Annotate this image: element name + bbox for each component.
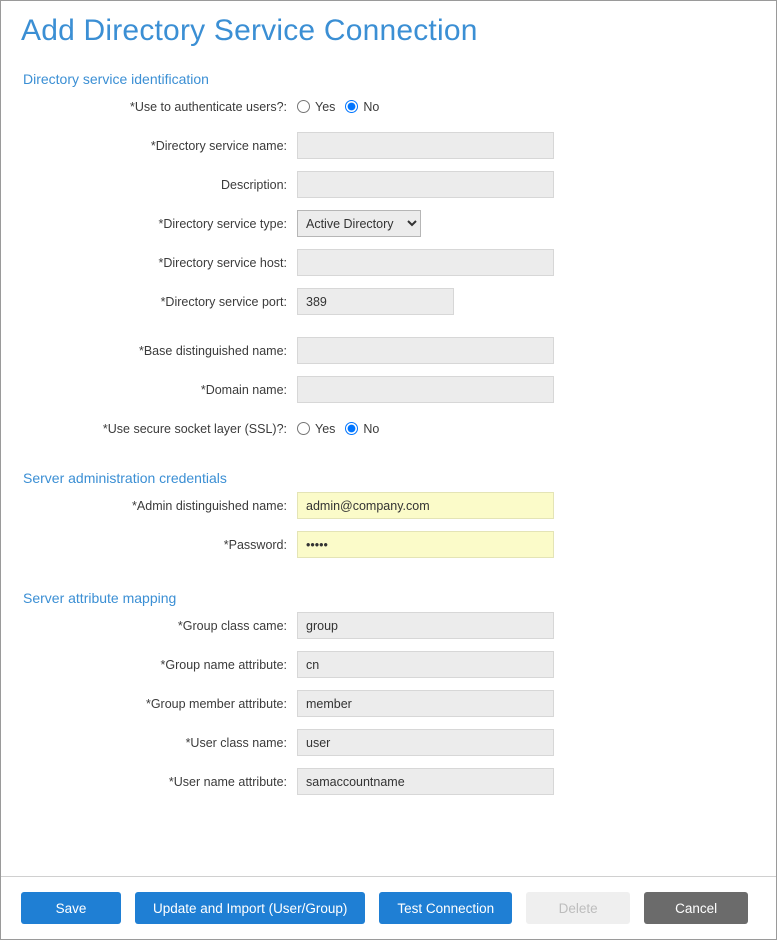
input-directory-service-name[interactable]: [297, 132, 554, 159]
radio-option-ssl-yes[interactable]: [297, 422, 335, 436]
label-directory-service-port: *Directory service port:: [160, 294, 287, 309]
row-group-class-name: [1, 610, 776, 641]
row-group-name-attribute: [1, 649, 776, 680]
section-title-mapping: Server attribute mapping: [23, 590, 177, 606]
update-and-import-button[interactable]: Update and Import (User/Group): [135, 892, 365, 924]
label-use-ssl: *Use secure socket layer (SSL)?:: [102, 421, 287, 436]
label-user-name-attribute: *User name attribute:: [168, 774, 287, 789]
credentials-fields: [1, 490, 776, 560]
label-directory-service-name: *Directory service name:: [150, 138, 287, 153]
row-directory-service-type: [1, 208, 776, 239]
row-domain-name: [1, 374, 776, 405]
label-base-distinguished-name: *Base distinguished name:: [138, 343, 287, 358]
input-user-class-name[interactable]: [297, 729, 554, 756]
field-group-member-attribute: [297, 690, 776, 717]
field-description: [297, 171, 776, 198]
field-directory-service-type: [297, 210, 776, 237]
field-group-name-attribute: [297, 651, 776, 678]
section-title-credentials: Server administration credentials: [23, 470, 227, 486]
input-user-name-attribute[interactable]: [297, 768, 554, 795]
radio-label-authenticate-no: No: [363, 99, 380, 114]
test-connection-button[interactable]: Test Connection: [379, 892, 512, 924]
label-user-class-name: *User class name:: [185, 735, 287, 750]
dialog-footer: [1, 876, 776, 939]
select-directory-service-type[interactable]: [297, 210, 421, 237]
page-title: Add Directory Service Connection: [21, 14, 478, 47]
radio-authenticate-no[interactable]: [345, 100, 358, 113]
label-description: Description:: [221, 177, 287, 192]
label-directory-service-type: *Directory service type:: [158, 216, 287, 231]
row-use-ssl: [1, 413, 776, 444]
field-password: [297, 531, 776, 558]
row-user-class-name: [1, 727, 776, 758]
input-group-name-attribute[interactable]: [297, 651, 554, 678]
save-button[interactable]: Save: [21, 892, 121, 924]
field-domain-name: [297, 376, 776, 403]
row-password: [1, 529, 776, 560]
row-directory-service-host: [1, 247, 776, 278]
row-admin-distinguished-name: [1, 490, 776, 521]
input-group-member-attribute[interactable]: [297, 690, 554, 717]
field-base-distinguished-name: [297, 337, 776, 364]
row-user-name-attribute: [1, 766, 776, 797]
radio-option-ssl-no[interactable]: [345, 422, 379, 436]
identification-fields: [1, 91, 776, 444]
input-admin-distinguished-name[interactable]: [297, 492, 554, 519]
radio-label-ssl-no: No: [363, 421, 380, 436]
input-directory-service-port[interactable]: [297, 288, 454, 315]
label-use-to-authenticate: *Use to authenticate users?:: [129, 99, 287, 114]
cancel-button[interactable]: Cancel: [644, 892, 748, 924]
input-description[interactable]: [297, 171, 554, 198]
row-directory-service-name: [1, 130, 776, 161]
radio-authenticate-yes[interactable]: [297, 100, 310, 113]
row-base-distinguished-name: [1, 335, 776, 366]
input-base-distinguished-name[interactable]: [297, 337, 554, 364]
label-group-class-name: *Group class came:: [177, 618, 287, 633]
mapping-fields: [1, 610, 776, 797]
radio-ssl-no[interactable]: [345, 422, 358, 435]
section-title-identification: Directory service identification: [23, 71, 209, 87]
row-directory-service-port: [1, 286, 776, 317]
field-user-name-attribute: [297, 768, 776, 795]
label-group-name-attribute: *Group name attribute:: [160, 657, 287, 672]
radio-option-authenticate-no[interactable]: [345, 100, 379, 114]
input-password[interactable]: [297, 531, 554, 558]
field-group-class-name: [297, 612, 776, 639]
label-password: *Password:: [223, 537, 287, 552]
field-directory-service-port: [297, 288, 776, 315]
input-directory-service-host[interactable]: [297, 249, 554, 276]
label-domain-name: *Domain name:: [200, 382, 287, 397]
radio-group-use-to-authenticate: [297, 93, 776, 120]
radio-label-ssl-yes: Yes: [315, 421, 336, 436]
row-use-to-authenticate: [1, 91, 776, 122]
label-group-member-attribute: *Group member attribute:: [145, 696, 287, 711]
radio-group-use-ssl: [297, 415, 776, 442]
field-directory-service-host: [297, 249, 776, 276]
field-admin-distinguished-name: [297, 492, 776, 519]
input-domain-name[interactable]: [297, 376, 554, 403]
field-use-ssl: [297, 415, 776, 442]
delete-button: Delete: [526, 892, 630, 924]
radio-label-authenticate-yes: Yes: [315, 99, 336, 114]
input-group-class-name[interactable]: [297, 612, 554, 639]
radio-option-authenticate-yes[interactable]: [297, 100, 335, 114]
radio-ssl-yes[interactable]: [297, 422, 310, 435]
field-directory-service-name: [297, 132, 776, 159]
row-description: [1, 169, 776, 200]
field-use-to-authenticate: [297, 93, 776, 120]
row-group-member-attribute: [1, 688, 776, 719]
field-user-class-name: [297, 729, 776, 756]
label-directory-service-host: *Directory service host:: [158, 255, 287, 270]
label-admin-distinguished-name: *Admin distinguished name:: [132, 498, 287, 513]
